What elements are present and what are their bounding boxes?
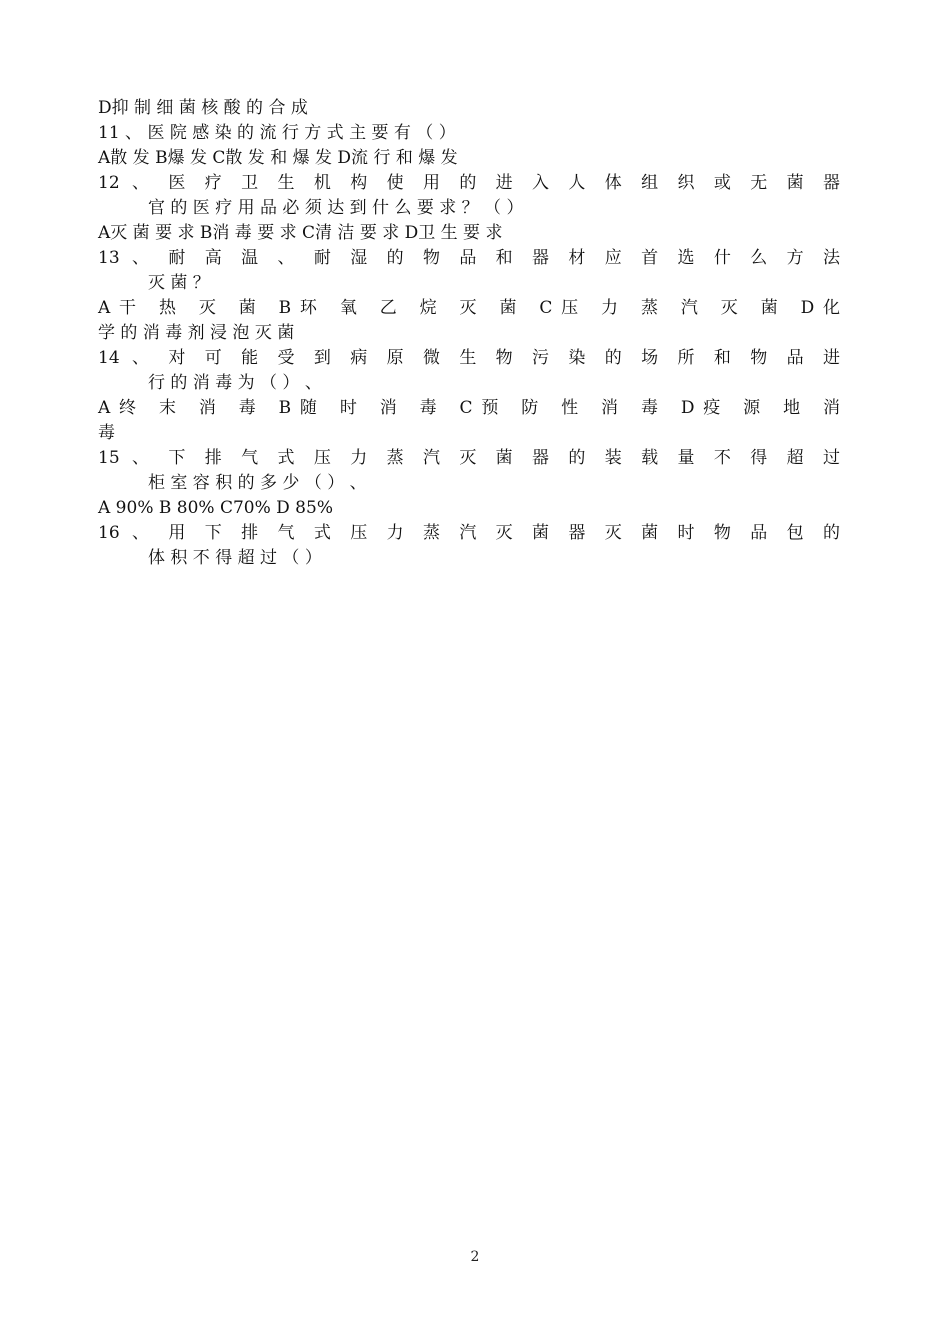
question-12-continued: 官 的 医 疗 用 品 必 须 达 到 什 么 要 求 ？ （ ） (148, 198, 524, 218)
question-14: 14 、 对 可 能 受 到 病 原 微 生 物 污 染 的 场 所 和 物 品 进 (98, 348, 840, 368)
question-16: 16 、 用 下 排 气 式 压 力 蒸 汽 灭 菌 器 灭 菌 时 物 品 包 的 (98, 523, 840, 543)
question-14-options-continued: 毒 (98, 423, 115, 443)
question-13: 13 、 耐 高 温 、 耐 湿 的 物 品 和 器 材 应 首 选 什 么 方 法 (98, 248, 840, 268)
question-14-options: A终 末 消 毒 B随 时 消 毒 C预 防 性 消 毒 D疫 源 地 消 (98, 398, 840, 418)
question-16-continued: 体 积 不 得 超 过 （ ） (148, 548, 322, 568)
question-15-options: A 90% B 80% C70% D 85% (98, 498, 333, 518)
document-body (98, 96, 840, 571)
question-15-continued: 柜 室 容 积 的 多 少 （ ） 、 (148, 473, 367, 493)
question-12: 12 、 医 疗 卫 生 机 构 使 用 的 进 入 人 体 组 织 或 无 菌 器 (98, 173, 840, 193)
question-12-options: A灭 菌 要 求 B消 毒 要 求 C清 洁 要 求 D卫 生 要 求 (98, 223, 503, 243)
question-13-options: A干 热 灭 菌 B环 氧 乙 烷 灭 菌 C压 力 蒸 汽 灭 菌 D化 (98, 298, 840, 318)
question-13-continued: 灭 菌 ？ (148, 273, 210, 293)
question-14-continued: 行 的 消 毒 为 （ ） 、 (148, 373, 322, 393)
question-13-options-continued: 学 的 消 毒 剂 浸 泡 灭 菌 (98, 323, 295, 343)
question-11: 11 、 医 院 感 染 的 流 行 方 式 主 要 有 （ ） (98, 123, 456, 143)
text-line: D抑 制 细 菌 核 酸 的 合 成 (98, 98, 308, 118)
page-number: 2 (470, 1249, 480, 1265)
question-11-options: A散 发 B爆 发 C散 发 和 爆 发 D流 行 和 爆 发 (98, 148, 458, 168)
question-15: 15 、 下 排 气 式 压 力 蒸 汽 灭 菌 器 的 装 载 量 不 得 超 过 (98, 448, 840, 468)
